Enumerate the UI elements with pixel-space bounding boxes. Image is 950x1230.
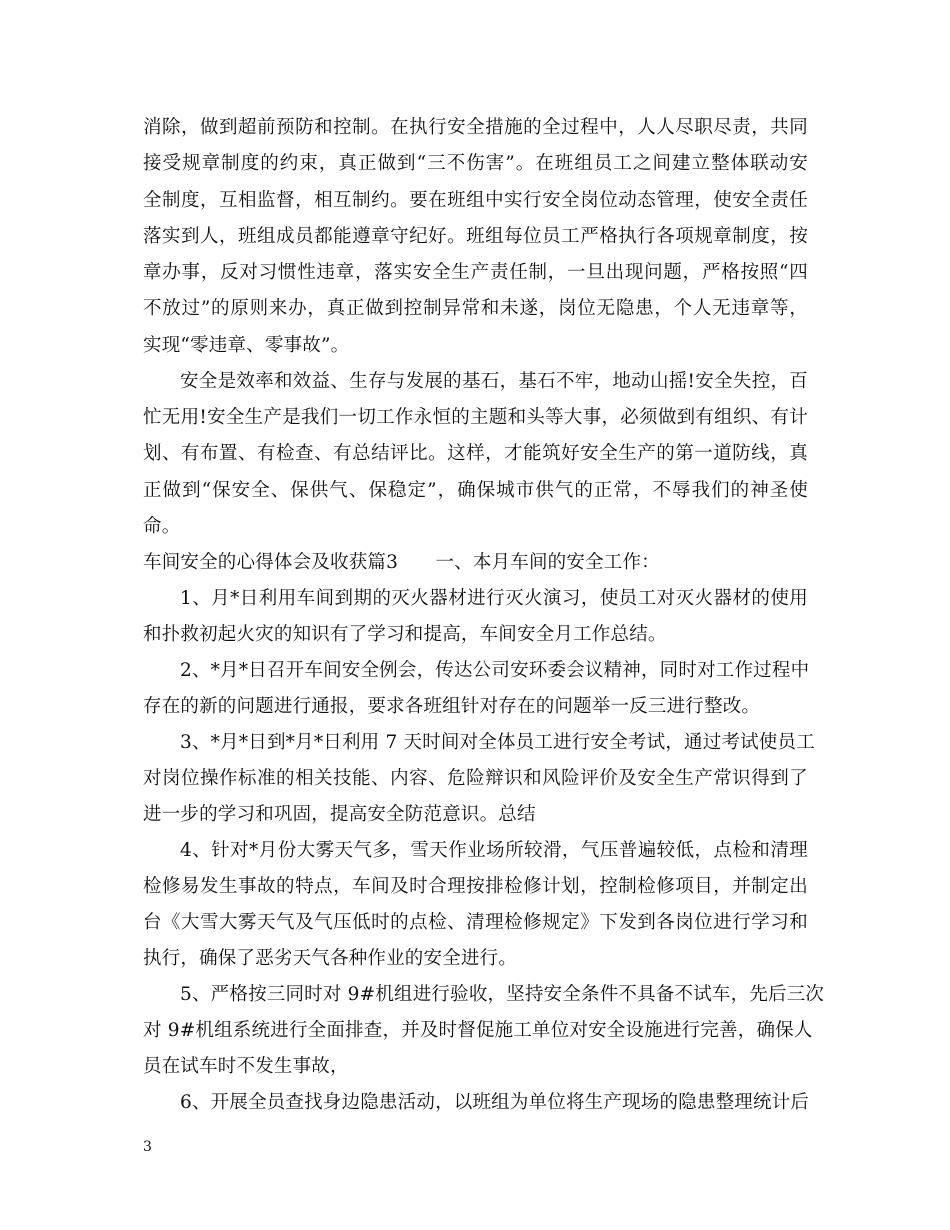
text-line: 安全是效率和效益、生存与发展的基石，基石不牢，地动山摇!安全失控，百 <box>180 371 808 392</box>
text-line: 存在的新的问题进行通报，要求各班组针对存在的问题举一反三进行整改。 <box>143 696 761 717</box>
text-line: 5、严格按三同时对 9#机组进行验收，坚持安全条件不具备不试车，先后三次 <box>180 984 825 1005</box>
text-line: 和扑救初起火灾的知识有了学习和提高，车间安全月工作总结。 <box>143 624 667 645</box>
text-line: 对 9#机组系统进行全面排查，并及时督促施工单位对安全设施进行完善，确保人 <box>143 1020 813 1041</box>
text-line: 接受规章制度的约束，真正做到“三不伤害”。在班组员工之间建立整体联动安 <box>143 153 808 174</box>
text-line: 检修易发生事故的特点，车间及时合理按排检修计划，控制检修项目，并制定出 <box>143 876 808 897</box>
text-line: 不放过”的原则来办，真正做到控制异常和未遂，岗位无隐患，个人无违章等， <box>143 298 808 319</box>
text-line: 台《大雪大雾天气及气压低时的点检、清理检修规定》下发到各岗位进行学习和 <box>143 912 808 933</box>
text-line: 员在试车时不发生事故， <box>143 1056 349 1077</box>
text-line: 1、月*日利用车间到期的灭火器材进行灭火演习，使员工对灭火器材的使用 <box>180 588 808 609</box>
text-line: 划、有布置、有检查、有总结评比。这样，才能筑好安全生产的第一道防线，真 <box>143 443 808 464</box>
text-line: 4、针对*月份大雾天气多，雪天作业场所较滑，气压普遍较低，点检和清理 <box>180 840 808 861</box>
text-line: 全制度，互相监督，相互制约。要在班组中实行安全岗位动态管理，使安全责任 <box>143 190 808 211</box>
text-line: 章办事，反对习惯性违章，落实安全生产责任制，一旦出现问题，严格按照“四 <box>143 262 808 283</box>
text-line: 执行，确保了恶劣天气各种作业的安全进行。 <box>143 948 518 969</box>
text-line: 忙无用!安全生产是我们一切工作永恒的主题和头等大事，必须做到有组织、有计 <box>143 407 808 428</box>
text-line: 落实到人，班组成员都能遵章守纪好。班组每位员工严格执行各项规章制度，按 <box>143 226 808 247</box>
text-line: 消除，做到超前预防和控制。在执行安全措施的全过程中，人人尽职尽责，共同 <box>143 117 808 138</box>
text-line: 对岗位操作标准的相关技能、内容、危险辩识和风险评价及安全生产常识得到了 <box>143 768 808 789</box>
text-line: 2、*月*日召开车间安全例会，传达公司安环委会议精神，同时对工作过程中 <box>180 660 810 681</box>
text-line: 6、开展全员查找身边隐患活动，以班组为单位将生产现场的隐患整理统计后 <box>180 1092 810 1113</box>
text-line: 实现“零违章、零事故”。 <box>143 335 350 356</box>
text-line: 3、*月*日到*月*日利用 7 天时间对全体员工进行安全考试，通过考试使员工 <box>180 732 815 753</box>
section-heading: 车间安全的心得体会及收获篇3 一、本月车间的安全工作： <box>143 552 660 573</box>
text-line: 进一步的学习和巩固，提高安全防范意识。总结 <box>143 804 536 825</box>
text-line: 正做到“保安全、保供气、保稳定”，确保城市供气的正常，不辱我们的神圣使 <box>143 480 808 501</box>
text-line: 命。 <box>143 516 181 537</box>
page-number: 3 <box>143 1139 152 1155</box>
